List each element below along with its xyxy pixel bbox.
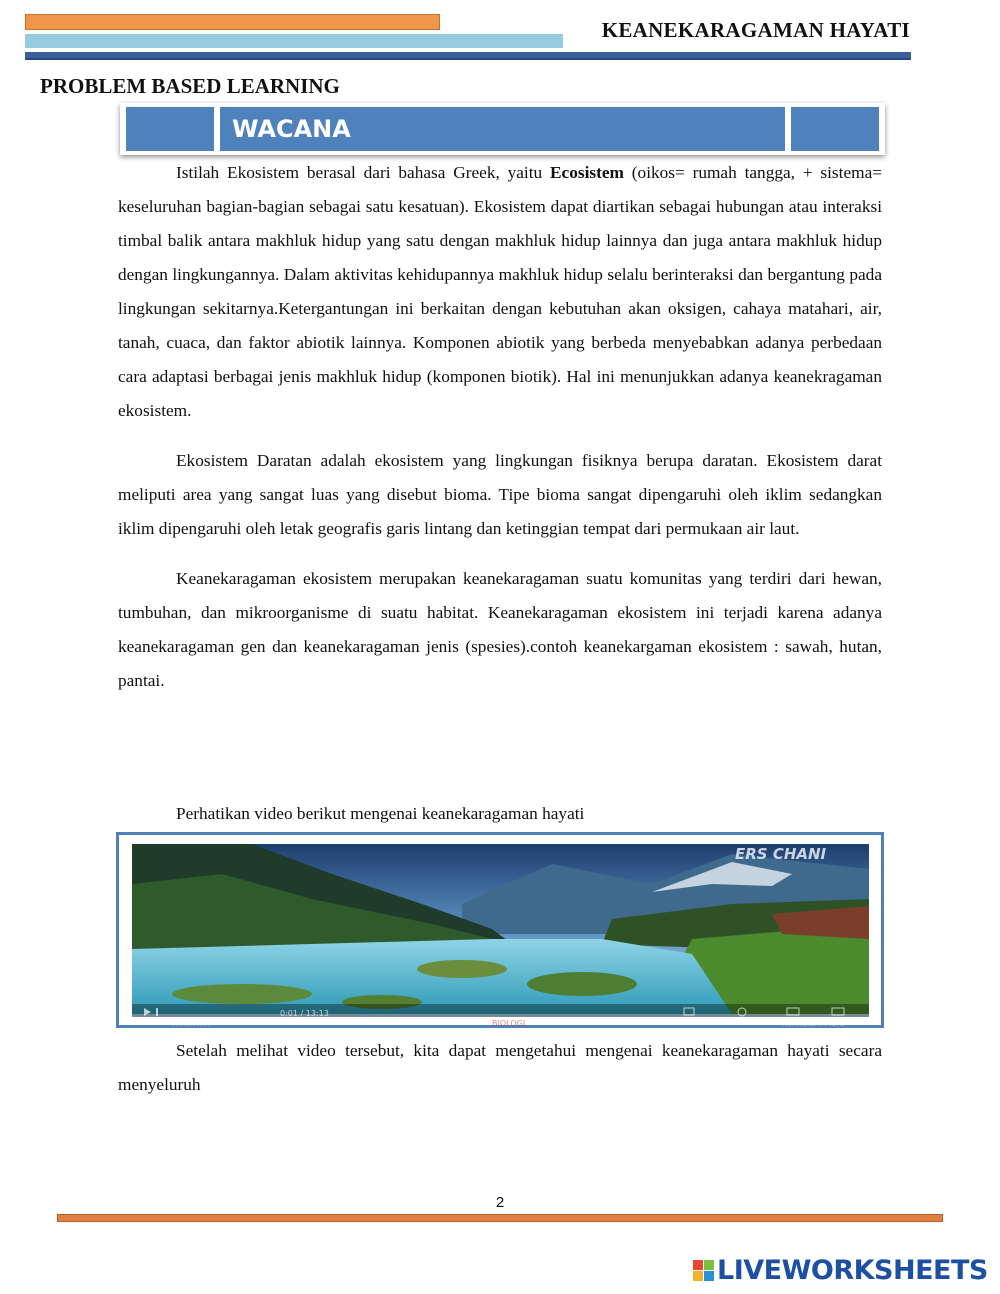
liveworksheets-logo[interactable]: [693, 1255, 988, 1286]
caption-left: X-MIA-IPA: [172, 1019, 210, 1028]
island-1: [172, 984, 312, 1004]
header-navy-bar: [25, 52, 911, 60]
paragraph1-text-start: Istilah Ekosistem berasal dari bahasa Greek, yaitu: [176, 163, 551, 182]
liveworksheets-icon: [693, 1260, 714, 1281]
video-intro-text: Perhatikan video berikut mengenai keanekaragaman hayati: [176, 804, 585, 823]
wacana-banner-left-block: [126, 107, 214, 151]
liveworksheets-wordmark: LIVEWORKSHEETS: [717, 1255, 988, 1286]
paragraph-ecosystem-diversity: Keanekaragaman ekosistem merupakan keanekaragaman suatu komunitas yang terdiri dari hewan, tumbuhan, dan mikroorganisme di suatu habitat. Keanekaragaman ekosistem ini terjadi karena adanya keanekaragaman gen dan keanekaragaman jenis (spesies).contoh keanekargaman ekosistem : sawah, hutan, pantai.: [118, 569, 882, 690]
video-thumbnail[interactable]: [132, 844, 869, 1028]
next-icon[interactable]: [156, 1008, 158, 1016]
paragraph1-text-rest: (oikos= rumah tangga, + sistema= keseluruhan bagian-bagian sebagai satu kesatuan). Ekosistem dapat diartikan sebagai hubungan atau interaksi timbal balik antara makhluk hidup yang satu dengan makhluk hidup lainnya dan juga antara makhluk hidup dengan lingkungannya. Dalam aktivitas kehidupannya makhluk hidup selalu berinteraksi dan bergantung pada lingkungan sekitarnya.Ketergantungan ini berkaitan dengan kebutuhan akan oksigen, cahaya matahari, air, tanah, cuaca, dan faktor abiotik lainnya. Komponen abiotik yang berbeda menyebabkan adanya perbedaan cara adaptasi berbagai jenis makhluk hidup (komponen biotik). Hal ini menunjukkan adanya keanekragaman ekosistem.: [118, 163, 882, 420]
footer-orange-bar: [57, 1214, 943, 1222]
island-2: [417, 960, 507, 978]
wacana-banner-title-block: [220, 107, 785, 151]
video-control-bar[interactable]: [132, 1004, 869, 1017]
video-player[interactable]: [116, 832, 884, 1028]
header-title: KEANEKARAGAMAN HAYATI: [601, 18, 910, 42]
after-video-text-block: [118, 1034, 882, 1102]
header-orange-bar: [25, 14, 440, 30]
island-3: [527, 972, 637, 996]
logo-square-blue: [704, 1271, 714, 1281]
after-video-text: Setelah melihat video tersebut, kita dapat mengetahui mengenai keanekaragaman hayati secara menyeluruh: [118, 1041, 882, 1094]
ecosistem-term: Ecosistem: [550, 163, 624, 182]
reading-text: [118, 156, 882, 698]
video-time: 0:01 / 13:13: [280, 1009, 329, 1018]
channel-watermark: ERS CHANI: [735, 845, 827, 863]
wacana-title: WACANA: [232, 115, 351, 143]
paragraph-land-ecosystem: Ekosistem Daratan adalah ekosistem yang lingkungan fisiknya berupa daratan. Ekosistem darat meliputi area yang sangat luas yang disebut bioma. Tipe bioma sangat dipengaruhi oleh iklim sedangkan iklim dipengaruhi oleh letak geografis garis lintang dan ketinggian tempat dari permukaan air laut.: [118, 451, 882, 538]
caption-center: BIOLOGI: [492, 1019, 526, 1028]
header-lightblue-bar: [25, 34, 563, 48]
wacana-banner-right-block: [791, 107, 879, 151]
section-label: PROBLEM BASED LEARNING: [40, 74, 340, 98]
logo-square-red: [693, 1260, 703, 1270]
paragraph-ecosystem-definition: [118, 156, 882, 428]
wacana-banner: [120, 103, 885, 155]
caption-right: Kurikulum Merd: [782, 1019, 845, 1028]
logo-square-green: [704, 1260, 714, 1270]
logo-square-yellow: [693, 1271, 703, 1281]
page-number: 2: [495, 1194, 505, 1211]
